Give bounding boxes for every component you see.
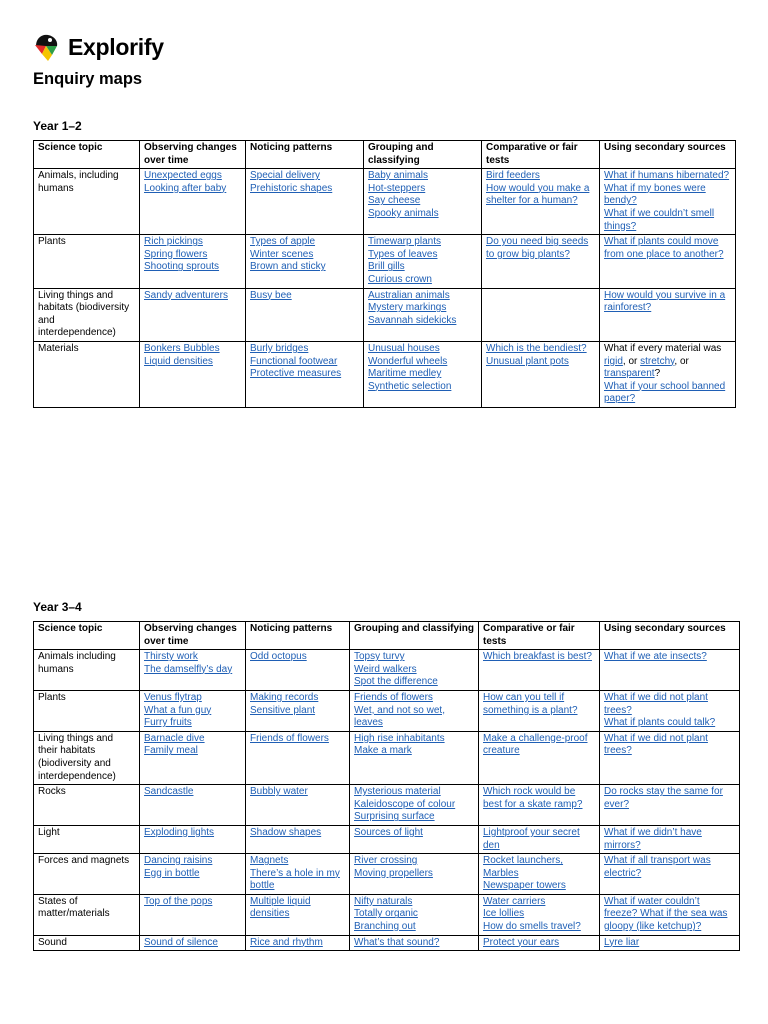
activity-link[interactable]: Moving propellers: [354, 867, 433, 879]
separator-text: , or: [674, 355, 689, 367]
activity-link[interactable]: Top of the pops: [144, 895, 213, 907]
column-header: Observing changes over time: [140, 141, 246, 169]
table-header-row: [34, 141, 736, 169]
activity-cell: [350, 894, 479, 935]
activity-link[interactable]: Bird feeders: [486, 170, 540, 182]
activity-cell: [140, 731, 246, 784]
activity-cell: [350, 731, 479, 784]
activity-cell: [246, 690, 350, 731]
activity-link[interactable]: Totally organic: [354, 908, 418, 920]
activity-link[interactable]: Say cheese: [368, 195, 421, 207]
column-header: Comparative or fair tests: [482, 141, 600, 169]
activity-link[interactable]: What a fun guy: [144, 704, 212, 716]
activity-cell: [479, 690, 600, 731]
activity-link[interactable]: Wet, and not so wet, leaves: [354, 704, 445, 729]
science-topic-cell: Materials: [34, 341, 140, 407]
table-row: [34, 935, 740, 951]
activity-link[interactable]: Surprising surface: [354, 811, 435, 823]
separator-text: , or: [622, 355, 641, 367]
activity-cell: [482, 169, 600, 235]
activity-link[interactable]: Lyre liar: [604, 936, 640, 948]
activity-cell: [246, 935, 350, 951]
activity-cell: [140, 854, 246, 895]
science-topic-cell: Rocks: [34, 785, 140, 826]
page-title: Enquiry maps: [33, 70, 143, 88]
column-header: Science topic: [34, 622, 140, 650]
activity-link[interactable]: What’s that sound?: [354, 936, 440, 948]
column-header: Using secondary sources: [600, 141, 736, 169]
activity-link[interactable]: What if plants could talk?: [604, 717, 716, 729]
activity-link[interactable]: What if we ate insects?: [604, 651, 707, 663]
science-topic-cell: States of matter/materials: [34, 894, 140, 935]
activity-cell: [246, 235, 364, 288]
activity-link[interactable]: Unusual houses: [368, 342, 440, 354]
materials-question-text: [604, 343, 731, 381]
activity-link[interactable]: Exploding lights: [144, 826, 215, 838]
activity-cell: [482, 235, 600, 288]
activity-cell: [246, 894, 350, 935]
activity-cell: [140, 341, 246, 407]
table-row: [34, 785, 740, 826]
activity-link[interactable]: Australian animals: [368, 289, 450, 301]
activity-link[interactable]: Family meal: [144, 745, 198, 757]
science-topic-cell: Sound: [34, 935, 140, 951]
activity-link[interactable]: Mystery markings: [368, 302, 447, 314]
activity-link[interactable]: Kaleidoscope of colour: [354, 798, 456, 810]
activity-link[interactable]: Liquid densities: [144, 355, 213, 367]
activity-cell: [246, 731, 350, 784]
activity-cell: [479, 825, 600, 853]
activity-link[interactable]: High rise inhabitants: [354, 732, 445, 744]
activity-link[interactable]: Make a mark: [354, 745, 412, 757]
activity-link[interactable]: River crossing: [354, 855, 418, 867]
science-topic-cell: Animals including humans: [34, 650, 140, 691]
table-row: [34, 731, 740, 784]
column-header: Observing changes over time: [140, 622, 246, 650]
table-row: [34, 235, 736, 288]
activity-link[interactable]: Wonderful wheels: [368, 355, 448, 367]
column-header: Comparative or fair tests: [479, 622, 600, 650]
question-prefix-text: What if every material was: [604, 342, 722, 354]
activity-link[interactable]: Do rocks stay the same for ever?: [604, 786, 723, 810]
activity-link[interactable]: What if your school banned paper?: [604, 380, 726, 405]
activity-cell: [600, 894, 740, 935]
activity-cell: [479, 854, 600, 895]
table-row: [34, 169, 736, 235]
activity-cell: [600, 731, 740, 784]
activity-link[interactable]: Special delivery: [250, 170, 321, 182]
activity-cell: [140, 825, 246, 853]
activity-link[interactable]: Looking after baby: [144, 182, 227, 194]
activity-link[interactable]: Magnets: [250, 855, 289, 867]
activity-link[interactable]: Prehistoric shapes: [250, 182, 333, 194]
activity-cell: [140, 288, 246, 341]
table-header-row: [34, 622, 740, 650]
activity-link[interactable]: Burly bridges: [250, 342, 309, 354]
activity-link[interactable]: Marbles: [483, 867, 519, 879]
activity-link[interactable]: Dancing raisins: [144, 855, 213, 867]
activity-cell: [600, 690, 740, 731]
activity-cell: [364, 169, 482, 235]
table-row: [34, 894, 740, 935]
activity-link[interactable]: Unusual plant pots: [486, 355, 569, 367]
activity-link[interactable]: The damselfly’s day: [144, 663, 233, 675]
activity-link[interactable]: Shadow shapes: [250, 826, 322, 838]
column-header: Science topic: [34, 141, 140, 169]
activity-link[interactable]: Types of leaves: [368, 248, 438, 260]
activity-cell: [364, 235, 482, 288]
activity-link[interactable]: Winter scenes: [250, 248, 314, 260]
activity-cell: [246, 341, 364, 407]
activity-cell: [482, 341, 600, 407]
activity-cell: [246, 288, 364, 341]
activity-link[interactable]: Bonkers Bubbles: [144, 342, 220, 354]
activity-link[interactable]: Curious crown: [368, 273, 432, 285]
activity-link[interactable]: Thirsty work: [144, 651, 198, 663]
activity-cell: [600, 785, 740, 826]
activity-cell: [600, 235, 736, 288]
activity-cell: [350, 650, 479, 691]
activity-cell: [246, 650, 350, 691]
question-suffix-text: ?: [654, 368, 661, 380]
activity-link[interactable]: Furry fruits: [144, 717, 192, 729]
activity-cell: [479, 785, 600, 826]
column-header: Grouping and classifying: [364, 141, 482, 169]
activity-cell: [246, 169, 364, 235]
activity-link[interactable]: Spooky animals: [368, 207, 439, 219]
activity-link[interactable]: Maritime medley: [368, 368, 442, 380]
activity-link[interactable]: Brill gills: [368, 261, 405, 273]
activity-link[interactable]: What if we did not plant trees?: [604, 732, 708, 757]
activity-link[interactable]: Sandcastle: [144, 786, 194, 798]
section-heading-year-3-4: Year 3–4: [33, 600, 82, 614]
activity-cell: [364, 288, 482, 341]
brand-header: [32, 30, 164, 64]
science-topic-cell: Forces and magnets: [34, 854, 140, 895]
activity-link[interactable]: Venus flytrap: [144, 691, 202, 703]
table-row: [34, 288, 736, 341]
activity-cell: [350, 825, 479, 853]
activity-cell: [140, 785, 246, 826]
activity-cell: [140, 169, 246, 235]
activity-link[interactable]: Bubbly water: [250, 786, 308, 798]
activity-link[interactable]: Sources of light: [354, 826, 423, 838]
activity-link[interactable]: Odd octopus: [250, 651, 307, 663]
activity-cell: [140, 690, 246, 731]
activity-link[interactable]: How can you tell if something is a plant?: [483, 691, 578, 716]
activity-link[interactable]: Spot the difference: [354, 676, 438, 688]
activity-link[interactable]: Newspaper towers: [483, 880, 566, 892]
activity-cell: [479, 935, 600, 951]
activity-link[interactable]: Which is the bendiest?: [486, 342, 587, 354]
activity-link[interactable]: Multiple liquid densities: [250, 895, 311, 920]
enquiry-table-year-3-4: [33, 621, 740, 951]
activity-link[interactable]: Weird walkers: [354, 663, 417, 675]
activity-link[interactable]: What if plants could move from one place to another?: [604, 236, 724, 260]
activity-link[interactable]: How do smells travel?: [483, 921, 581, 933]
activity-link[interactable]: Rich pickings: [144, 236, 203, 248]
activity-link[interactable]: Shooting sprouts: [144, 261, 220, 273]
activity-link[interactable]: How would you make a shelter for a human?: [486, 182, 590, 207]
enquiry-table-year-1-2: [33, 140, 736, 408]
activity-cell: [246, 825, 350, 853]
science-topic-cell: Living things and their habitats (biodiversity and interdependence): [34, 731, 140, 784]
activity-link[interactable]: What if we did not plant trees?: [604, 691, 708, 716]
activity-link[interactable]: Rocket launchers,: [483, 855, 564, 867]
activity-link[interactable]: Protect your ears: [483, 936, 560, 948]
activity-cell: [479, 894, 600, 935]
activity-link[interactable]: Water carriers: [483, 895, 546, 907]
transparent-link[interactable]: transparent: [604, 368, 655, 380]
activity-link[interactable]: Egg in bottle: [144, 867, 200, 879]
activity-link[interactable]: Friends of flowers: [250, 732, 329, 744]
activity-cell: [364, 341, 482, 407]
activity-cell: [600, 825, 740, 853]
activity-link[interactable]: What if humans hibernated?: [604, 170, 730, 182]
table-row: [34, 825, 740, 853]
activity-link[interactable]: Rice and rhythm: [250, 936, 323, 948]
activity-cell: [350, 785, 479, 826]
table-row: [34, 690, 740, 731]
activity-link[interactable]: Hot-steppers: [368, 182, 426, 194]
activity-link[interactable]: What if water couldn’t freeze? What if the sea was gloopy (like ketchup)?: [604, 895, 728, 933]
activity-link[interactable]: How would you survive in a rainforest?: [604, 289, 726, 314]
activity-cell: [600, 288, 736, 341]
activity-link[interactable]: Baby animals: [368, 170, 429, 182]
activity-cell: [350, 690, 479, 731]
activity-link[interactable]: Savannah sidekicks: [368, 314, 457, 326]
activity-link[interactable]: Spring flowers: [144, 248, 208, 260]
activity-link[interactable]: Branching out: [354, 921, 416, 933]
science-topic-cell: Plants: [34, 235, 140, 288]
activity-link[interactable]: Nifty naturals: [354, 895, 413, 907]
activity-link[interactable]: Functional footwear: [250, 355, 338, 367]
activity-cell: [350, 854, 479, 895]
activity-link[interactable]: Busy bee: [250, 289, 292, 301]
science-topic-cell: Living things and habitats (biodiversity and interdependence): [34, 288, 140, 341]
activity-link[interactable]: Mysterious material: [354, 786, 441, 798]
activity-link[interactable]: Which rock would be best for a skate ramp?: [483, 786, 583, 810]
activity-link[interactable]: There’s a hole in my bottle: [250, 867, 340, 892]
activity-cell: [600, 935, 740, 951]
activity-link[interactable]: What if my bones were bendy?: [604, 182, 706, 207]
section-heading-year-1-2: Year 1–2: [33, 119, 82, 133]
activity-link[interactable]: Sensitive plant: [250, 704, 316, 716]
activity-link[interactable]: Making records: [250, 691, 319, 703]
activity-cell: [479, 650, 600, 691]
brand-name: Explorify: [68, 33, 164, 60]
activity-link[interactable]: What if all transport was electric?: [604, 855, 711, 879]
activity-cell: [600, 650, 740, 691]
column-header: Noticing patterns: [246, 622, 350, 650]
activity-cell: [140, 235, 246, 288]
column-header: Using secondary sources: [600, 622, 740, 650]
table-row: [34, 341, 736, 407]
activity-link[interactable]: Brown and sticky: [250, 261, 326, 273]
activity-link[interactable]: Timewarp plants: [368, 236, 441, 248]
rigid-link[interactable]: rigid: [604, 355, 623, 367]
column-header: Grouping and classifying: [350, 622, 479, 650]
activity-link[interactable]: Synthetic selection: [368, 380, 452, 392]
activity-link[interactable]: What if we couldn’t smell things?: [604, 207, 715, 232]
table-row: [34, 650, 740, 691]
explorify-logo-icon: [32, 32, 62, 62]
activity-cell: [600, 341, 736, 407]
activity-cell: [600, 854, 740, 895]
activity-link[interactable]: Friends of flowers: [354, 691, 433, 703]
activity-link[interactable]: Which breakfast is best?: [483, 651, 592, 663]
activity-cell: [246, 785, 350, 826]
stretchy-link[interactable]: stretchy: [640, 355, 675, 367]
activity-cell: [140, 894, 246, 935]
activity-cell: [140, 935, 246, 951]
activity-link[interactable]: Barnacle dive: [144, 732, 205, 744]
activity-link[interactable]: Make a challenge-proof creature: [483, 732, 588, 757]
table-row: [34, 854, 740, 895]
activity-link[interactable]: Types of apple: [250, 236, 316, 248]
activity-link[interactable]: Topsy turvy: [354, 651, 405, 663]
activity-link[interactable]: Do you need big seeds to grow big plants?: [486, 236, 589, 260]
column-header: Noticing patterns: [246, 141, 364, 169]
activity-cell: [140, 650, 246, 691]
activity-cell: [482, 288, 600, 341]
activity-link[interactable]: Lightproof your secret den: [483, 826, 580, 851]
science-topic-cell: Plants: [34, 690, 140, 731]
activity-link[interactable]: What if we didn’t have mirrors?: [604, 826, 702, 851]
activity-cell: [246, 854, 350, 895]
activity-link[interactable]: Sound of silence: [144, 936, 218, 948]
activity-link[interactable]: Unexpected eggs: [144, 170, 222, 182]
activity-link[interactable]: Protective measures: [250, 368, 342, 380]
activity-link[interactable]: Ice lollies: [483, 908, 525, 920]
activity-cell: [600, 169, 736, 235]
activity-cell: [350, 935, 479, 951]
science-topic-cell: Animals, including humans: [34, 169, 140, 235]
science-topic-cell: Light: [34, 825, 140, 853]
activity-link[interactable]: Sandy adventurers: [144, 289, 228, 301]
activity-cell: [479, 731, 600, 784]
